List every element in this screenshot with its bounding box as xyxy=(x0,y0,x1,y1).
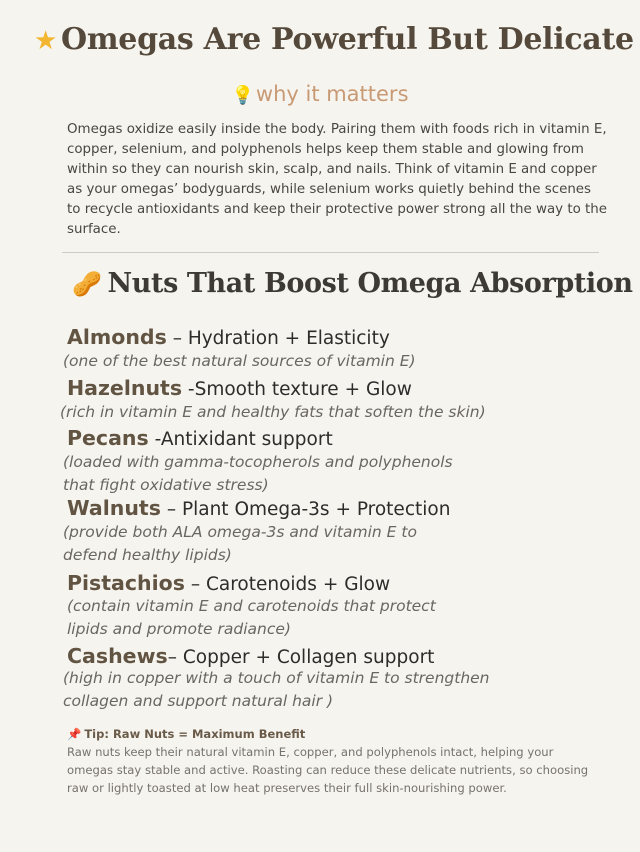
tip-title xyxy=(67,727,305,741)
nut-name: Pistachios xyxy=(67,571,185,595)
page-title-text: Omegas Are Powerful But Delicate xyxy=(61,22,634,57)
nut-note: (high in copper with a touch of vitamin E to strengthen collagen and support natural hair ) xyxy=(63,669,490,710)
subtitle xyxy=(0,82,640,106)
nut-note: (rich in vitamin E and healthy fats that soften the skin) xyxy=(60,403,486,421)
nut-name: Almonds xyxy=(67,325,167,349)
page-title xyxy=(34,22,634,57)
nut-heading xyxy=(67,376,412,400)
pushpin-icon: 📌 xyxy=(67,727,82,741)
nut-note: (loaded with gamma-tocopherols and polyphenols that fight oxidative stress) xyxy=(63,453,453,494)
peanut-icon: 🥜 xyxy=(72,270,102,298)
nut-note: (contain vitamin E and carotenoids that protect lipids and promote radiance) xyxy=(67,597,436,638)
nut-heading xyxy=(67,644,434,668)
nut-heading xyxy=(67,426,333,450)
nut-benefit: – Carotenoids + Glow xyxy=(184,574,391,595)
lightbulb-icon: 💡 xyxy=(231,85,254,106)
nut-note: (one of the best natural sources of vitamin E) xyxy=(63,352,416,370)
nut-benefit: – Plant Omega-3s + Protection xyxy=(160,499,451,520)
section-heading-text: Nuts That Boost Omega Absorption xyxy=(107,268,633,299)
nut-benefit: -Smooth texture + Glow xyxy=(182,379,412,400)
nut-name: Walnuts xyxy=(67,496,161,520)
star-icon: ★ xyxy=(34,26,58,56)
intro-paragraph: Omegas oxidize easily inside the body. Pairing them with foods rich in vitamin E, copper, selenium, and polyphenols helps keep them stable and glowing from within so they can nourish skin, scalp, and nails. Think of vitamin E and copper as your omegas’ bodyguards, while selenium works quietly behind the scenes to recycle antioxidants and keep their protective power strong all the way to the surface. xyxy=(67,122,608,237)
divider xyxy=(62,252,599,253)
nut-name: Hazelnuts xyxy=(67,376,183,400)
nut-heading xyxy=(67,496,450,520)
nut-heading xyxy=(67,571,390,595)
nut-benefit: – Copper + Collagen support xyxy=(167,647,435,668)
nut-benefit: -Antixidant support xyxy=(148,429,333,450)
tip-body: Raw nuts keep their natural vitamin E, copper, and polyphenols intact, helping your omegas stay stable and active. Roasting can reduce these delicate nutrients, so choosing raw or lightly toasted at low heat preserves their full skin-nourishing power. xyxy=(67,745,589,795)
nut-benefit: – Hydration + Elasticity xyxy=(166,328,390,349)
nut-name: Pecans xyxy=(67,426,149,450)
section-heading xyxy=(72,268,632,299)
nut-heading xyxy=(67,325,390,349)
nut-name: Cashews xyxy=(67,644,168,668)
subtitle-text: why it matters xyxy=(255,82,409,106)
tip-title-text: Tip: Raw Nuts = Maximum Benefit xyxy=(84,727,306,741)
nut-note: (provide both ALA omega-3s and vitamin E to defend healthy lipids) xyxy=(63,523,417,564)
